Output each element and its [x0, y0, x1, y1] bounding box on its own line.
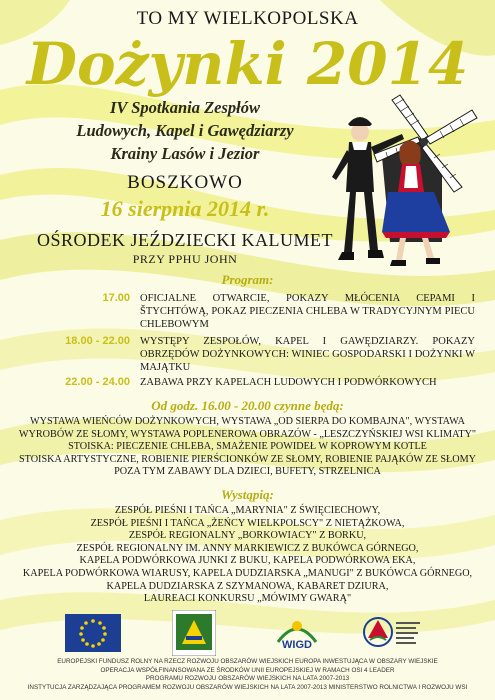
program-item — [0, 335, 495, 373]
footer-line: INSTYTUCJA ZARZĄDZAJĄCA PROGRAMEM ROZWOJU OBSZARÓW WIEJSKICH NA LATA 2007-2013 MINISTERSTWO ROLNICTWA I ROZWOJU WSI — [27, 683, 468, 691]
performer-line: KAPELA PODWÓRKOWA JUNKI Z BUKU, KAPELA PODWÓRKOWA EKA, — [79, 555, 416, 567]
sponsor-logos — [0, 608, 495, 658]
program-text: WYSTĘPY ZESPOŁÓW, KAPEL I GAWĘDZIARZY. POKAZY OBRZĘDÓW DOŻYNKOWYCH: WINIEC GOSPODARSKI I DOŻYNKI W MAJĄTKU — [140, 336, 475, 373]
open-hours-line: WYSTAWA WIEŃCÓW DOŻYNKOWYCH, WYSTAWA „OD SIERPA DO KOMBAJNA", WYSTAWA — [29, 416, 466, 427]
performer-line: KAPELA PODWÓRKOWA WIARUSY, KAPELA DUDZIARSKA „MANUGI" Z BUKÓWCA GÓRNEGO, — [22, 567, 473, 579]
leader-logo — [172, 610, 216, 656]
performer-line: ZESPÓŁ REGIONALNY „BORKOWIACY" Z BORKU, — [128, 530, 367, 542]
main-title: Dożynki 2014 — [26, 30, 469, 98]
event-subtitle — [20, 96, 350, 165]
performers-list — [10, 505, 485, 606]
program-text: ZABAWA PRZY KAPELACH LUDOWYCH I PODWÓRKOWYCH — [140, 377, 437, 388]
footer-line: PROGRAMU ROZWOJU OBSZARÓW WIEJSKICH NA LATA 2007-2013 — [145, 675, 350, 682]
city-name: BOSZKOWO — [127, 172, 243, 193]
wigd-logo-text: WIGD — [282, 639, 312, 651]
footer-line: OPERACJA WSPÓŁFINANSOWANA ZE ŚRODKÓW UNII EUROPEJSKIEJ W RAMACH OSI 4 LEADER — [100, 666, 395, 674]
event-date: 16 sierpnia 2014 r. — [100, 196, 270, 221]
open-hours-line: STOISKA: PIECZENIE CHLEBA, SMAŻENIE POWIDEŁ W KOPROWYM KOTLE — [68, 441, 427, 452]
footer-line: EUROPEJSKI FUNDUSZ ROLNY NA RZECZ ROZWOJU OBSZARÓW WIEJSKICH EUROPA INWESTUJĄCA W OBSZARY WIEJSKIE — [57, 658, 438, 665]
prow-logo — [360, 612, 424, 654]
wigd-logo — [272, 614, 322, 652]
open-hours-line: STOISKA ARTYSTYCZNE, ROBIENIE PIERŚCIONKÓW ZE SŁOMY, ROBIENIE PAJĄKÓW ZE SŁOMY — [19, 453, 476, 465]
program-heading: Program: — [221, 272, 274, 287]
performer-line: LAUREACI KONKURSU „MÓWIMY GWARĄ" — [143, 593, 352, 605]
open-hours-line: WYROBÓW ZE SŁOMY, WYSTAWA POPLENEROWA OBRAZÓW - „LESZCZYŃSKIEJ WSI KLIMATY" — [18, 428, 477, 440]
performers-heading: Wystąpią: — [221, 487, 274, 502]
program-time: 22.00 - 24.00 — [65, 376, 130, 388]
subtitle-line: Ludowych, Kapel i Gawędziarzy — [76, 121, 294, 140]
performer-line: ZESPÓŁ PIEŚNI I TAŃCA „MARYNIA" Z ŚWIĘCIECHOWY, — [114, 505, 381, 516]
program-text: OFICJALNE OTWARCIE, POKAZY MŁÓCENIA CEPAMI I ŠTYCHTÓWĄ, POKAZ PIECZENIA CHLEBA W TRADYCYJNYM PIECU CHLEBOWYM — [140, 293, 475, 330]
program-time: 17.00 — [102, 292, 130, 304]
performer-line: KAPELA DUDZIARSKA Z SZYMANOWA, KABARET DZIURA, — [106, 580, 389, 592]
open-hours-line: POZA TYM ZABAWY DLA DZIECI, BUFETY, STRZELNICA — [114, 466, 381, 477]
open-hours-list — [10, 416, 485, 479]
subtitle-line: IV Spotkania Zespłów — [109, 98, 261, 117]
performer-line: ZESPÓŁ REGIONALNY IM. ANNY MARKIEWICZ Z BUKÓWCA GÓRNEGO, — [76, 542, 419, 554]
eu-flag-logo — [65, 614, 121, 652]
program-item — [0, 292, 495, 330]
subtitle-line: Krainy Lasów i Jezior — [110, 144, 260, 163]
open-hours-heading: Od godz. 16.00 - 20.00 czynne będą: — [151, 398, 344, 413]
venue-subtitle: PRZY PPHU JOHN — [132, 252, 238, 266]
performer-line: ZESPÓŁ PIEŚNI I TAŃCA „ŻEŃCY WIELKPOLSCY" Z NIETĄŻKOWA, — [90, 517, 405, 529]
top-title: TO MY WIELKOPOLSKA — [136, 8, 359, 29]
footer-funding-text — [0, 658, 495, 692]
program-time: 18.00 - 22.00 — [65, 335, 130, 347]
venue-name: OŚRODEK JEŹDZIECKI KALUMET — [37, 230, 333, 250]
